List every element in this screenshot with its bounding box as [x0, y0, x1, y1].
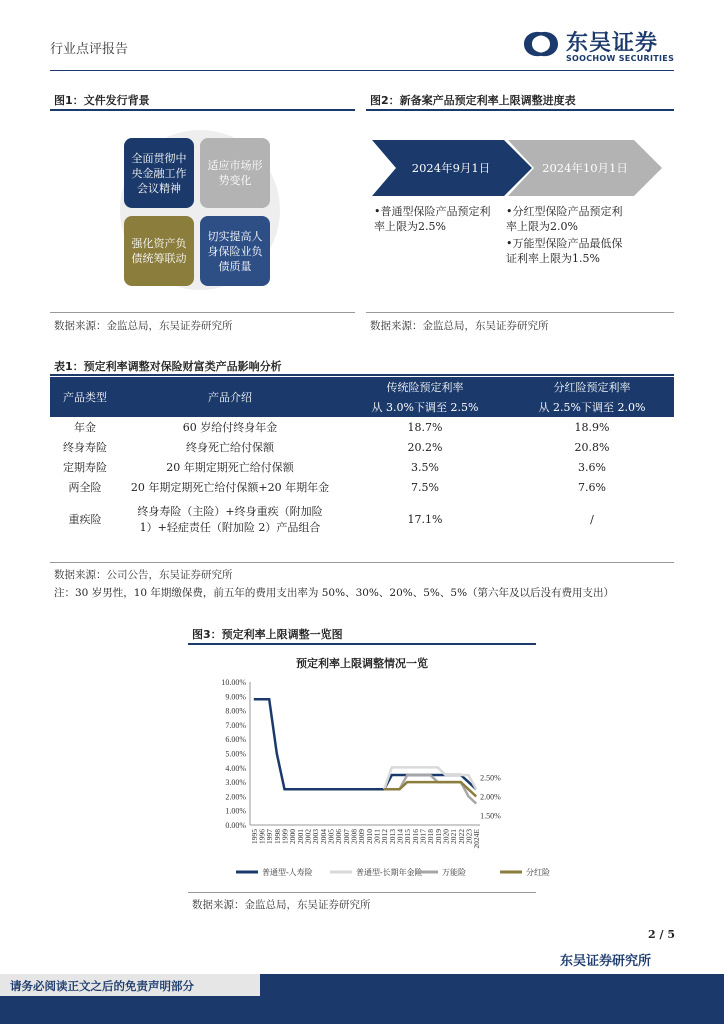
- table1-note: 注：30 岁男性，10 年期缴保费，前五年的费用支出率为 50%、30%、20%、5%、5%（第六年及以后没有费用支出）: [54, 587, 615, 599]
- table-row: [50, 497, 674, 541]
- x-tick-label: 2022: [456, 829, 466, 844]
- fig2-bullet-right-2-text: 万能型保险产品最低保证利率上限为1.5%: [506, 237, 623, 265]
- footer-disclaimer: 请务必阅读正文之后的免责声明部分: [10, 979, 194, 993]
- cell: 终身寿险（主险）+终身重疾（附加险1）+轻症责任（附加险 2）产品组合: [137, 505, 323, 534]
- fig2-bullet-left-text: 普通型保险产品预定利率上限为2.5%: [374, 205, 491, 233]
- brand-logo-icon: [520, 26, 562, 62]
- table-row: [50, 437, 674, 457]
- col-header-traditional: 传统险预定利率: [340, 377, 510, 397]
- cell: 7.5%: [411, 480, 439, 494]
- table1-title-rule: [50, 374, 674, 376]
- x-tick-label: 2008: [349, 829, 359, 844]
- chart-title: 预定利率上限调整情况一览: [296, 657, 428, 670]
- x-tick-label: 2023: [464, 829, 474, 844]
- fig1-title-rule: [50, 109, 355, 111]
- x-tick-label: 2002: [303, 829, 313, 844]
- x-tick-label: 2011: [372, 829, 382, 844]
- footer-institute: 东吴证券研究所: [560, 954, 652, 969]
- fig3-bottom-rule: [188, 892, 536, 893]
- fig1-title: 图1：文件发行背景: [54, 94, 150, 107]
- x-tick-label: 2013: [387, 829, 397, 844]
- cell: 3.5%: [411, 460, 439, 474]
- fig3-source: 数据来源：金监总局，东吴证券研究所: [192, 899, 371, 911]
- fig1-box-2-label: 适应市场形势变化: [207, 159, 263, 187]
- timeline-step-1-date: 2024年9月1日: [411, 161, 491, 175]
- x-tick-label: 2016: [410, 829, 420, 844]
- impact-table: [50, 377, 674, 541]
- fig2-bullet-right-2: •万能型保险产品最低保证利率上限为1.5%: [506, 237, 623, 265]
- y-tick-label: 0.00%: [225, 821, 246, 830]
- y-tick-label: 5.00%: [225, 749, 246, 759]
- cell: 20.2%: [407, 440, 443, 454]
- fig3-title-rule: [188, 643, 536, 645]
- fig2-source: 数据来源：金监总局，东吴证券研究所: [370, 320, 549, 332]
- cell: 两全险: [68, 481, 102, 494]
- x-tick-label: 2009: [357, 829, 367, 844]
- fig1-box-1-label: 全面贯彻中央金融工作会议精神: [131, 151, 187, 195]
- x-tick-label: 1999: [280, 829, 290, 844]
- y-tick-label: 8.00%: [225, 706, 246, 716]
- x-tick-label: 1997: [265, 829, 275, 844]
- table1-bottom-rule: [50, 562, 674, 563]
- x-tick-label: 1998: [272, 829, 282, 844]
- timeline-step-2-date: 2024年10月1日: [542, 161, 628, 175]
- series-line-3: [384, 782, 476, 796]
- cell: 终身寿险: [63, 441, 107, 454]
- cell: 18.7%: [407, 420, 443, 434]
- fig2-bottom-rule: [366, 312, 674, 313]
- fig1-bottom-rule: [50, 312, 355, 313]
- x-tick-label: 2003: [311, 829, 321, 844]
- x-tick-label: 2000: [288, 829, 298, 844]
- x-tick-label: 2020: [441, 829, 451, 844]
- y-tick-label: 1.00%: [225, 806, 246, 816]
- table1-title: 表1：预定利率调整对保险财富类产品影响分析: [54, 360, 282, 373]
- x-tick-label: 2018: [426, 829, 436, 844]
- y-tick-label: 3.00%: [225, 778, 246, 788]
- table-row: [50, 457, 674, 477]
- x-tick-label: 2005: [326, 829, 336, 844]
- fig2-bullet-right-1: •分红型保险产品预定利率上限为2.0%: [506, 205, 623, 233]
- cell: 18.9%: [574, 420, 610, 434]
- legend-label: 万能险: [442, 868, 466, 877]
- subheader-traditional: 从 3.0%下调至 2.5%: [340, 397, 510, 417]
- brand-name: 东吴证券: [566, 31, 659, 56]
- x-tick-label: 2014: [395, 829, 405, 844]
- y-tick-label: 9.00%: [225, 692, 246, 702]
- data-label: 2.50%: [480, 773, 501, 783]
- x-tick-label: 1995: [249, 829, 259, 844]
- x-tick-label: 2015: [403, 829, 413, 844]
- y-tick-label: 10.00%: [221, 678, 246, 687]
- col-header-participating: 分红险预定利率: [510, 377, 674, 397]
- x-tick-label: 1996: [257, 829, 267, 844]
- fig3-title: 图3：预定利率上限调整一览图: [192, 628, 343, 641]
- y-tick-label: 7.00%: [225, 720, 246, 730]
- fig2-bullet-left: •普通型保险产品预定利率上限为2.5%: [374, 205, 491, 233]
- page-number: 2 / 5: [648, 928, 675, 941]
- report-category: 行业点评报告: [50, 42, 129, 57]
- cell: 终身死亡给付保额: [186, 441, 274, 454]
- fig1-box-3-label: 强化资产负债统筹联动: [131, 237, 187, 265]
- col-header-type: 产品类型: [50, 377, 120, 417]
- y-tick-label: 4.00%: [225, 763, 246, 773]
- cell: 20.8%: [574, 440, 610, 454]
- x-tick-label: 2006: [334, 829, 344, 844]
- cell: 重疾险: [68, 513, 102, 526]
- cell: 20 年期定期死亡给付保额: [166, 461, 294, 474]
- data-label: 2.00%: [480, 792, 501, 802]
- x-tick-label: 2021: [449, 829, 459, 844]
- x-tick-label: 2012: [380, 829, 390, 844]
- fig1-box-1: [124, 138, 194, 208]
- cell: 定期寿险: [63, 461, 107, 474]
- cell: 7.6%: [578, 480, 606, 494]
- x-tick-label: 2001: [295, 829, 305, 844]
- cell: 3.6%: [578, 460, 606, 474]
- data-label: 1.50%: [480, 811, 501, 821]
- footer-strip: [0, 996, 724, 1024]
- y-tick-label: 2.00%: [225, 792, 246, 802]
- table-header-row: [50, 377, 674, 397]
- fig1-box-2: [200, 138, 270, 208]
- rate-chart: [188, 672, 550, 892]
- col-header-intro: 产品介绍: [120, 377, 340, 417]
- x-tick-label: 2024E: [472, 829, 482, 849]
- series-line-0: [254, 699, 476, 789]
- x-tick-label: 2019: [433, 829, 443, 844]
- fig1-box-3: [124, 216, 194, 286]
- legend-label: 普通型-长期年金险: [356, 868, 423, 877]
- fig2-title-rule: [366, 109, 674, 111]
- cell: 17.1%: [407, 512, 443, 526]
- y-tick-label: 6.00%: [225, 735, 246, 745]
- table1-source: 数据来源：公司公告，东吴证券研究所: [54, 569, 233, 581]
- fig2-bullet-right-1-text: 分红型保险产品预定利率上限为2.0%: [506, 205, 623, 233]
- cell: 年金: [74, 421, 96, 434]
- legend-label: 分红险: [526, 868, 550, 877]
- header-divider: [50, 70, 674, 71]
- fig2-title: 图2：新备案产品预定利率上限调整进度表: [370, 94, 576, 107]
- table-row: [50, 477, 674, 497]
- x-tick-label: 2004: [318, 829, 328, 844]
- x-tick-label: 2007: [341, 829, 351, 844]
- fig1-source: 数据来源：金监总局，东吴证券研究所: [54, 320, 233, 332]
- fig1-box-4: [200, 216, 270, 286]
- brand-name-en: SOOCHOW SECURITIES: [566, 54, 675, 63]
- cell: /: [590, 512, 594, 526]
- x-tick-label: 2010: [364, 829, 374, 844]
- subheader-participating: 从 2.5%下调至 2.0%: [510, 397, 674, 417]
- legend-label: 普通型-人寿险: [262, 868, 313, 877]
- table-row: [50, 417, 674, 437]
- fig1-box-4-label: 切实提高人身保险业负债质量: [207, 229, 263, 273]
- cell: 20 年期定期死亡给付保额+20 年期年金: [130, 481, 330, 494]
- cell: 60 岁给付终身年金: [182, 421, 278, 434]
- x-tick-label: 2017: [418, 829, 428, 844]
